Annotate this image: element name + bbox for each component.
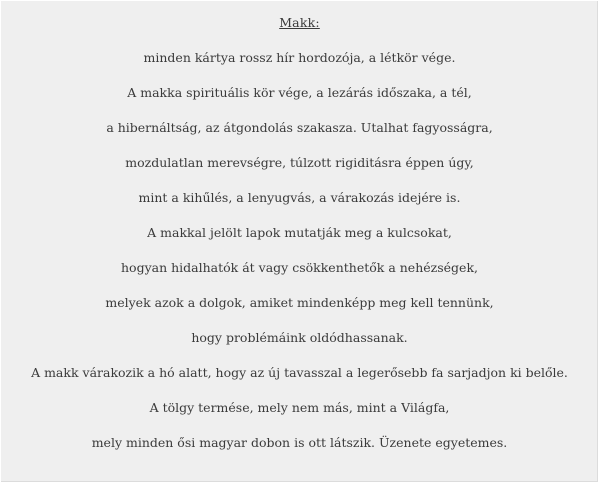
text-line: melyek azok a dolgok, amiket mindenképp meg kell tennünk,: [105, 295, 494, 310]
text-panel: [1, 1, 598, 482]
text-line: mely minden ősi magyar dobon is ott látszik. Üzenete egyetemes.: [91, 435, 508, 450]
text-line: hogy problémáink oldódhassanak.: [191, 330, 408, 345]
text-line: hogyan hidalhatók át vagy csökkenthetők a nehézségek,: [121, 260, 478, 275]
text-line: minden kártya rossz hír hordozója, a létkör vége.: [143, 50, 456, 65]
text-line: A tölgy termése, mely nem más, mint a Világfa,: [149, 400, 450, 415]
text-line: A makk várakozik a hó alatt, hogy az új tavasszal a legerősebb fa sarjadjon ki belőle.: [31, 365, 568, 380]
poem-block: [1, 13, 598, 468]
text-line: A makka spirituális kör vége, a lezárás időszaka, a tél,: [127, 85, 472, 100]
text-line: mozdulatlan merevségre, túlzott rigiditásra éppen úgy,: [125, 155, 474, 170]
text-line: mint a kihűlés, a lenyugvás, a várakozás idejére is.: [138, 190, 461, 205]
text-line: a hibernáltság, az átgondolás szakasza. Utalhat fagyosságra,: [106, 120, 493, 135]
text-line: A makkal jelölt lapok mutatják meg a kulcsokat,: [147, 225, 452, 240]
section-heading: Makk:: [279, 15, 320, 30]
